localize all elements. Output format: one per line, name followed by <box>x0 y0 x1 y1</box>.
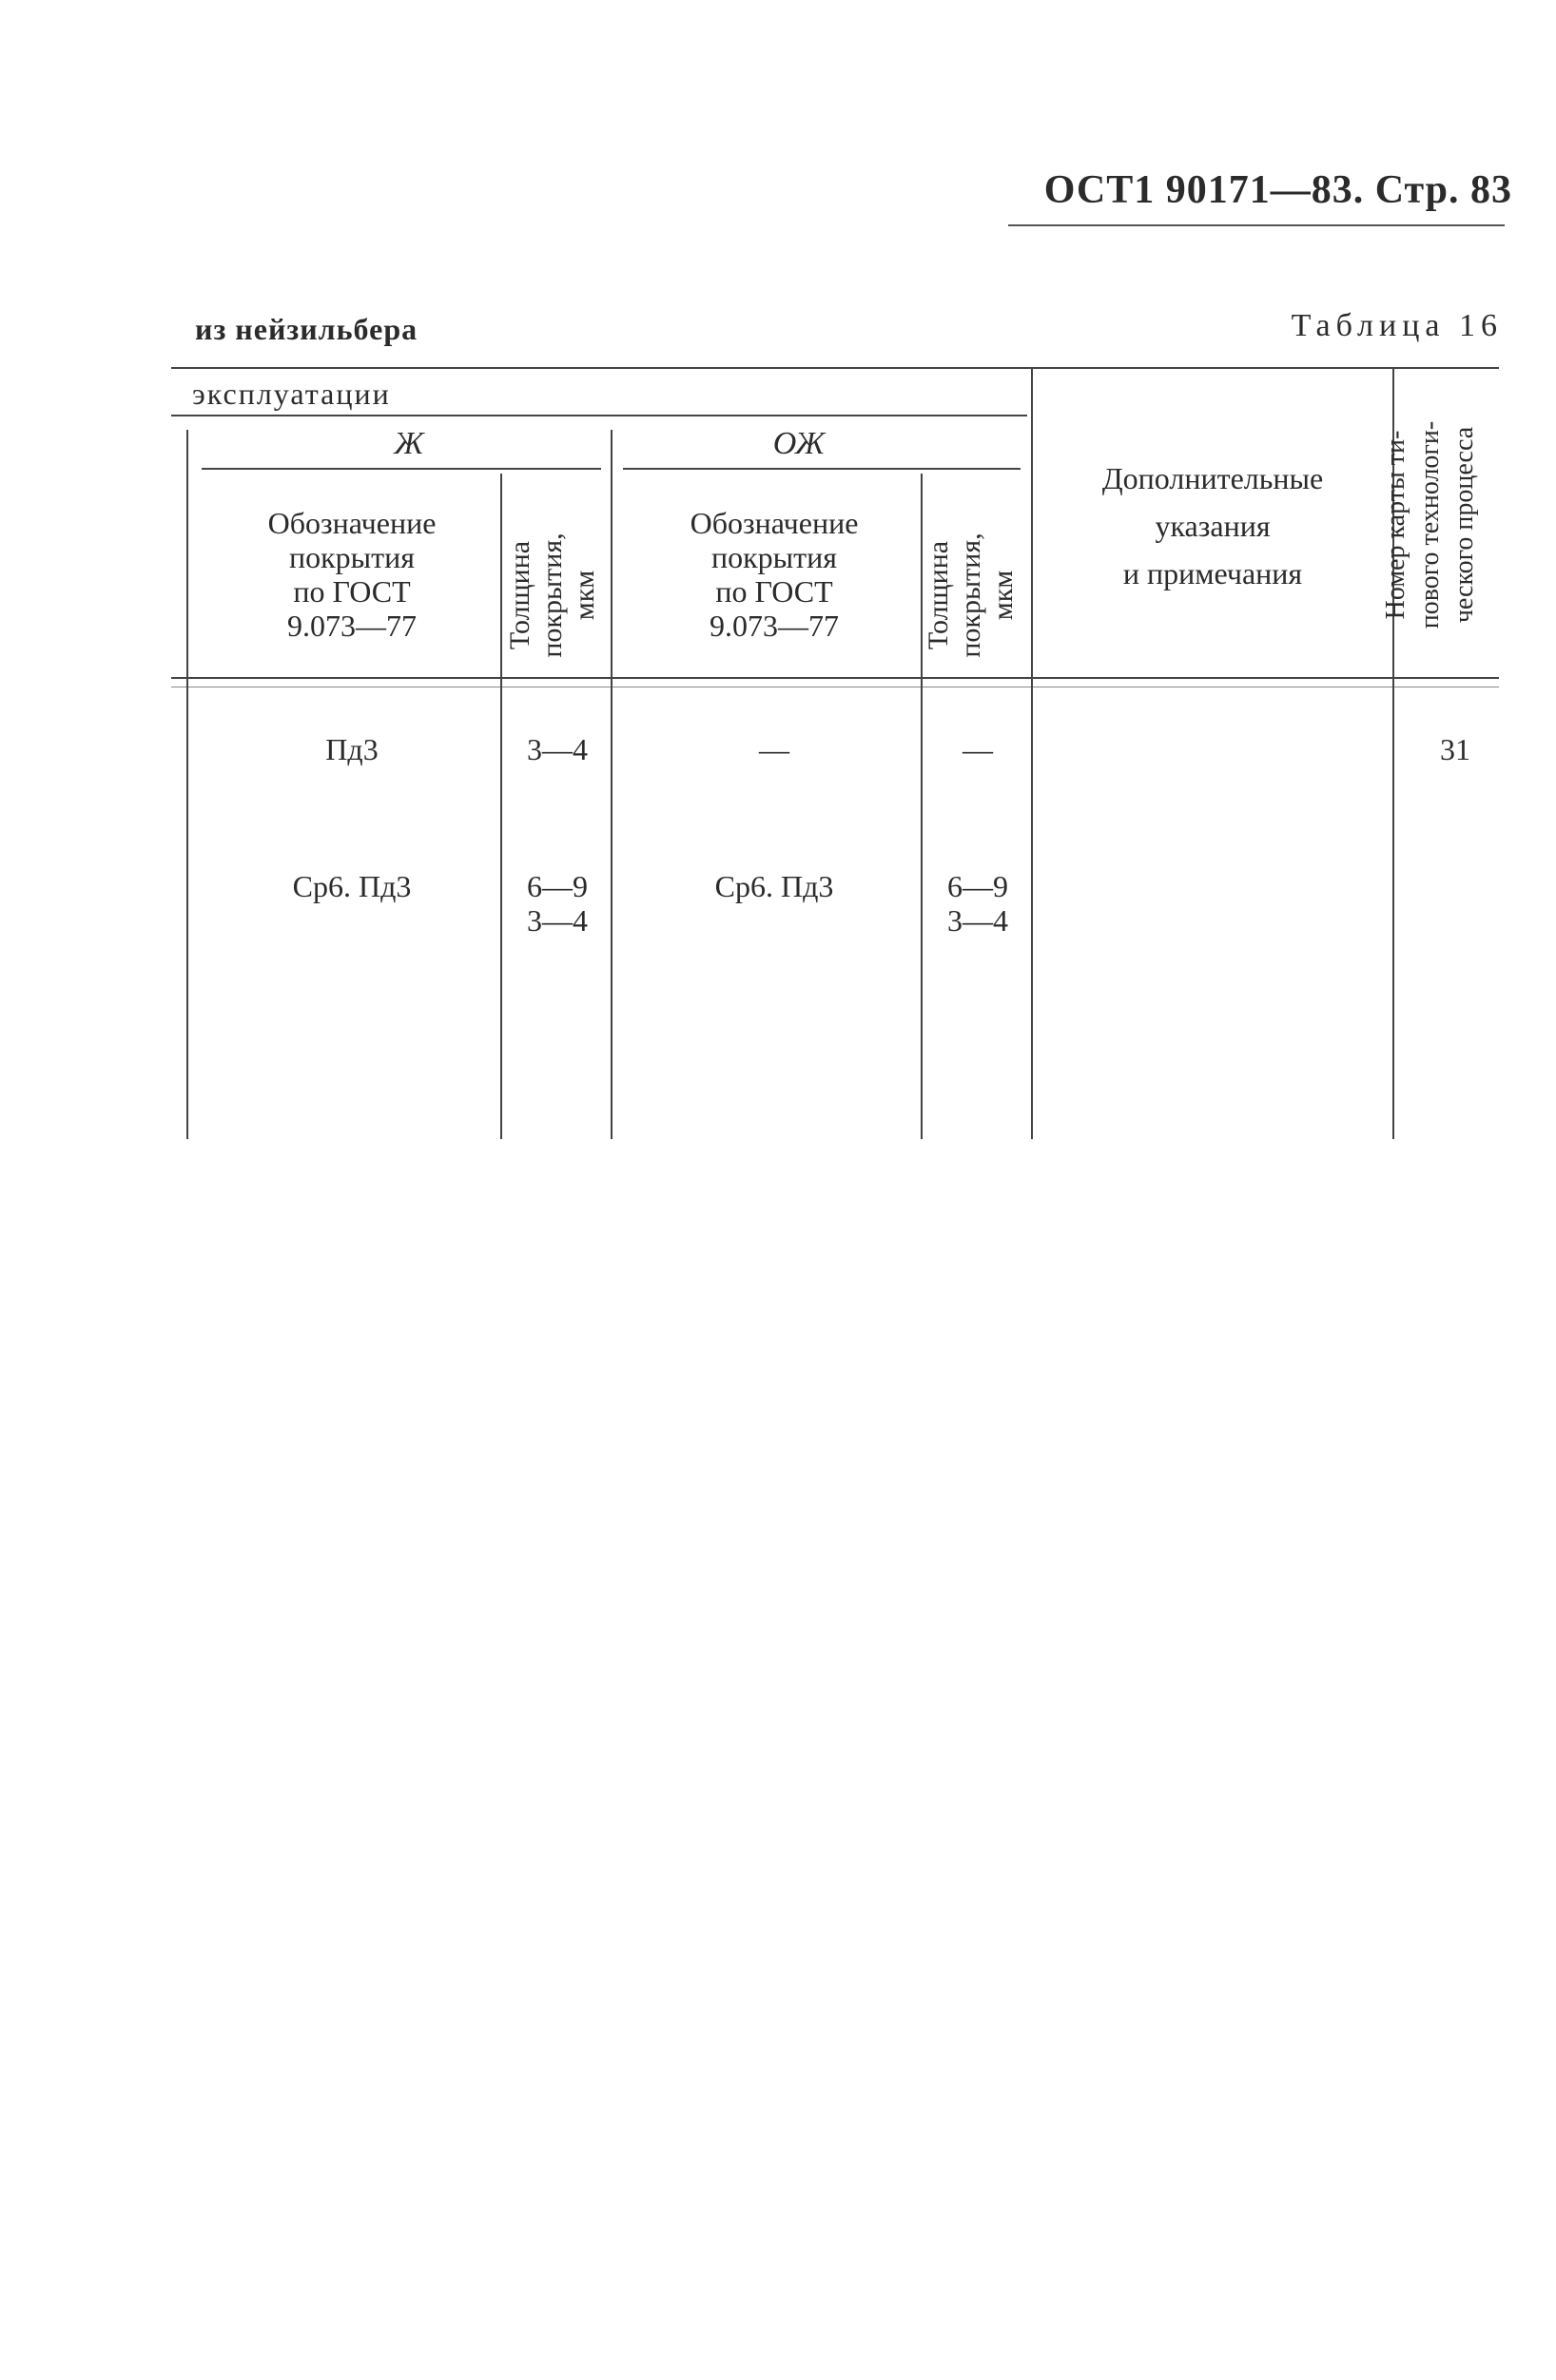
group-label: эксплуатации <box>192 377 391 411</box>
zh-thickness-header <box>504 500 607 690</box>
zh-thickness-value: 3—4 <box>527 732 588 766</box>
zh-thickness-line-b: 3—4 <box>527 903 588 938</box>
col-divider-left <box>186 430 188 1139</box>
map-line-1: Номер карты ти- <box>1381 430 1410 620</box>
ozh-coating-value: — <box>759 732 789 766</box>
map-line-3: ческого процесса <box>1449 426 1479 624</box>
zh-group-rule <box>202 468 601 470</box>
ozh-thickness-line-a: 6—9 <box>947 869 1008 903</box>
zh-designation-header <box>200 506 504 643</box>
zh-designation-line-4: 9.073—77 <box>287 609 417 643</box>
group-ozh: ОЖ <box>772 426 826 461</box>
document-code: ОСТ1 90171—83. Стр. 83 <box>1043 168 1512 212</box>
group-zh: Ж <box>394 426 424 461</box>
zh-thickness-line-1: Толщина <box>504 540 535 650</box>
zh-thickness-line-a: 6—9 <box>527 869 588 903</box>
zh-thickness-line-3: мкм <box>569 570 600 621</box>
notes-line-3: и примечания <box>1122 556 1303 590</box>
col-divider-ozh <box>611 430 613 1139</box>
header-bottom-rule <box>171 677 1499 679</box>
ozh-designation-line-2: покрытия <box>711 540 837 574</box>
table-row: Пд3 <box>325 732 379 766</box>
zh-thickness-line-2: покрытия, <box>536 532 568 658</box>
notes-line-1: Дополнительные <box>1101 461 1324 495</box>
ozh-designation-line-1: Обозначение <box>690 506 859 540</box>
ozh-thickness-line-b: 3—4 <box>947 903 1008 938</box>
table-caption: Таблица 16 <box>1291 308 1503 343</box>
ozh-designation-line-3: по ГОСТ <box>715 574 833 609</box>
ozh-designation-line-4: 9.073—77 <box>710 609 839 643</box>
ozh-thickness-line-2: покрытия, <box>955 532 986 658</box>
col-divider-notes <box>1031 369 1033 1139</box>
ozh-thickness-line-1: Толщина <box>923 540 954 650</box>
zh-thickness-value <box>504 869 611 938</box>
ozh-thickness-value <box>924 869 1031 938</box>
zh-designation-line-2: покрытия <box>289 540 415 574</box>
header-underline <box>1008 224 1505 226</box>
table-subtitle: из нейзильбера <box>195 312 418 346</box>
ozh-thickness-header <box>923 500 1025 690</box>
group-label-rule <box>171 415 1027 416</box>
ozh-designation-header <box>622 506 926 643</box>
zh-designation-line-1: Обозначение <box>267 506 437 540</box>
notes-header <box>1046 455 1379 597</box>
ozh-coating-value: Ср6. Пд3 <box>714 869 834 903</box>
ozh-thickness-line-3: мкм <box>987 570 1019 621</box>
table-row: Ср6. Пд3 <box>292 869 412 903</box>
map-number-value: 31 <box>1440 732 1470 766</box>
zh-designation-line-3: по ГОСТ <box>293 574 411 609</box>
table-top-rule <box>171 367 1499 369</box>
map-number-header <box>1379 382 1486 668</box>
notes-line-2: указания <box>1155 509 1271 543</box>
ozh-group-rule <box>623 468 1021 470</box>
map-line-2: пового технологи- <box>1415 420 1445 629</box>
ozh-thickness-value: — <box>963 732 993 766</box>
